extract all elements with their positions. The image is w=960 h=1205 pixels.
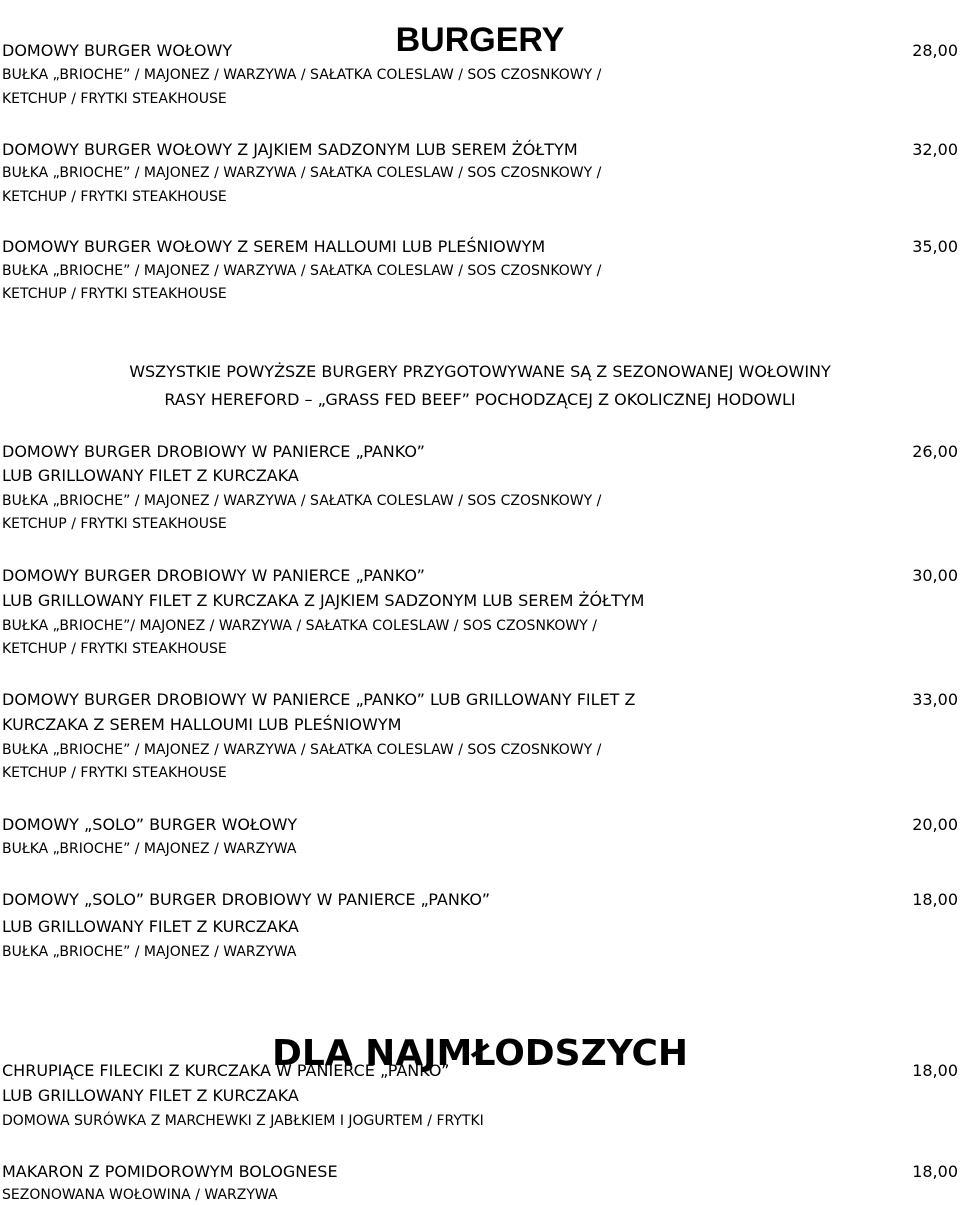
item-price: 30,00 — [912, 566, 958, 585]
item-price: 35,00 — [912, 237, 958, 256]
section-title-dla-najmlodszych: DLA NAJMŁODSZYCH — [271, 1033, 689, 1075]
item-description: BUŁKA „BRIOCHE” / MAJONEZ / WARZYWA / SAŁATKA COLESLAW / SOS CZOSNKOWY / — [2, 67, 602, 83]
item-description: KETCHUP / FRYTKI STEAKHOUSE — [2, 641, 227, 657]
item-description: DOMOWA SURÓWKA Z MARCHEWKI Z JABŁKIEM I JOGURTEM / FRYTKI — [2, 1113, 484, 1129]
item-description: BUŁKA „BRIOCHE” / MAJONEZ / WARZYWA / SAŁATKA COLESLAW / SOS CZOSNKOWY / — [2, 493, 602, 509]
item-name: DOMOWY BURGER WOŁOWY Z JAJKIEM SADZONYM LUB SEREM ŻÓŁTYM — [2, 140, 578, 159]
item-name: LUB GRILLOWANY FILET Z KURCZAKA — [2, 466, 299, 485]
item-price: 33,00 — [912, 690, 958, 709]
item-name: MAKARON Z POMIDOROWYM BOLOGNESE — [2, 1162, 338, 1181]
item-description: KETCHUP / FRYTKI STEAKHOUSE — [2, 189, 227, 205]
item-name: DOMOWY BURGER DROBIOWY W PANIERCE „PANKO” LUB GRILLOWANY FILET Z — [2, 690, 636, 709]
item-price: 32,00 — [912, 140, 958, 159]
item-name: LUB GRILLOWANY FILET Z KURCZAKA — [2, 1086, 299, 1105]
item-description: KETCHUP / FRYTKI STEAKHOUSE — [2, 516, 227, 532]
item-name: LUB GRILLOWANY FILET Z KURCZAKA Z JAJKIEM SADZONYM LUB SEREM ŻÓŁTYM — [2, 591, 645, 610]
item-description: KETCHUP / FRYTKI STEAKHOUSE — [2, 765, 227, 781]
item-name: DOMOWY BURGER DROBIOWY W PANIERCE „PANKO” — [2, 566, 425, 585]
item-name: CHRUPIĄCE FILECIKI Z KURCZAKA W PANIERCE „PANKO” — [2, 1061, 450, 1080]
item-name: DOMOWY BURGER WOŁOWY Z SEREM HALLOUMI LUB PLEŚNIOWYM — [2, 237, 546, 256]
item-price: 18,00 — [912, 1162, 958, 1181]
item-price: 20,00 — [912, 815, 958, 834]
item-description: KETCHUP / FRYTKI STEAKHOUSE — [2, 91, 227, 107]
item-description: BUŁKA „BRIOCHE” / MAJONEZ / WARZYWA / SAŁATKA COLESLAW / SOS CZOSNKOWY / — [2, 742, 602, 758]
section-title-burgery: BURGERY — [395, 20, 565, 59]
item-description: BUŁKA „BRIOCHE” / MAJONEZ / WARZYWA / SAŁATKA COLESLAW / SOS CZOSNKOWY / — [2, 263, 602, 279]
item-price: 26,00 — [912, 442, 958, 461]
item-description: BUŁKA „BRIOCHE” / MAJONEZ / WARZYWA — [2, 944, 297, 960]
item-description: BUŁKA „BRIOCHE” / MAJONEZ / WARZYWA — [2, 841, 297, 857]
item-name: DOMOWY „SOLO” BURGER WOŁOWY — [2, 815, 298, 834]
item-description: BUŁKA „BRIOCHE”/ MAJONEZ / WARZYWA / SAŁATKA COLESLAW / SOS CZOSNKOWY / — [2, 618, 597, 634]
item-name: KURCZAKA Z SEREM HALLOUMI LUB PLEŚNIOWYM — [2, 715, 402, 734]
item-name: DOMOWY „SOLO” BURGER DROBIOWY W PANIERCE „PANKO” — [2, 890, 491, 909]
item-price: 28,00 — [912, 41, 958, 60]
item-price: 18,00 — [912, 890, 958, 909]
item-name: LUB GRILLOWANY FILET Z KURCZAKA — [2, 917, 299, 936]
item-description: SEZONOWANA WOŁOWINA / WARZYWA — [2, 1187, 278, 1203]
note-line: WSZYSTKIE POWYŻSZE BURGERY PRZYGOTOWYWANE SĄ Z SEZONOWANEJ WOŁOWINY — [129, 362, 831, 381]
item-description: KETCHUP / FRYTKI STEAKHOUSE — [2, 286, 227, 302]
item-name: DOMOWY BURGER DROBIOWY W PANIERCE „PANKO” — [2, 442, 425, 461]
item-price: 18,00 — [912, 1061, 958, 1080]
item-name: DOMOWY BURGER WOŁOWY — [2, 41, 233, 60]
note-line: RASY HEREFORD – „GRASS FED BEEF” POCHODZĄCEJ Z OKOLICZNEJ HODOWLI — [164, 390, 796, 409]
item-description: BUŁKA „BRIOCHE” / MAJONEZ / WARZYWA / SAŁATKA COLESLAW / SOS CZOSNKOWY / — [2, 165, 602, 181]
